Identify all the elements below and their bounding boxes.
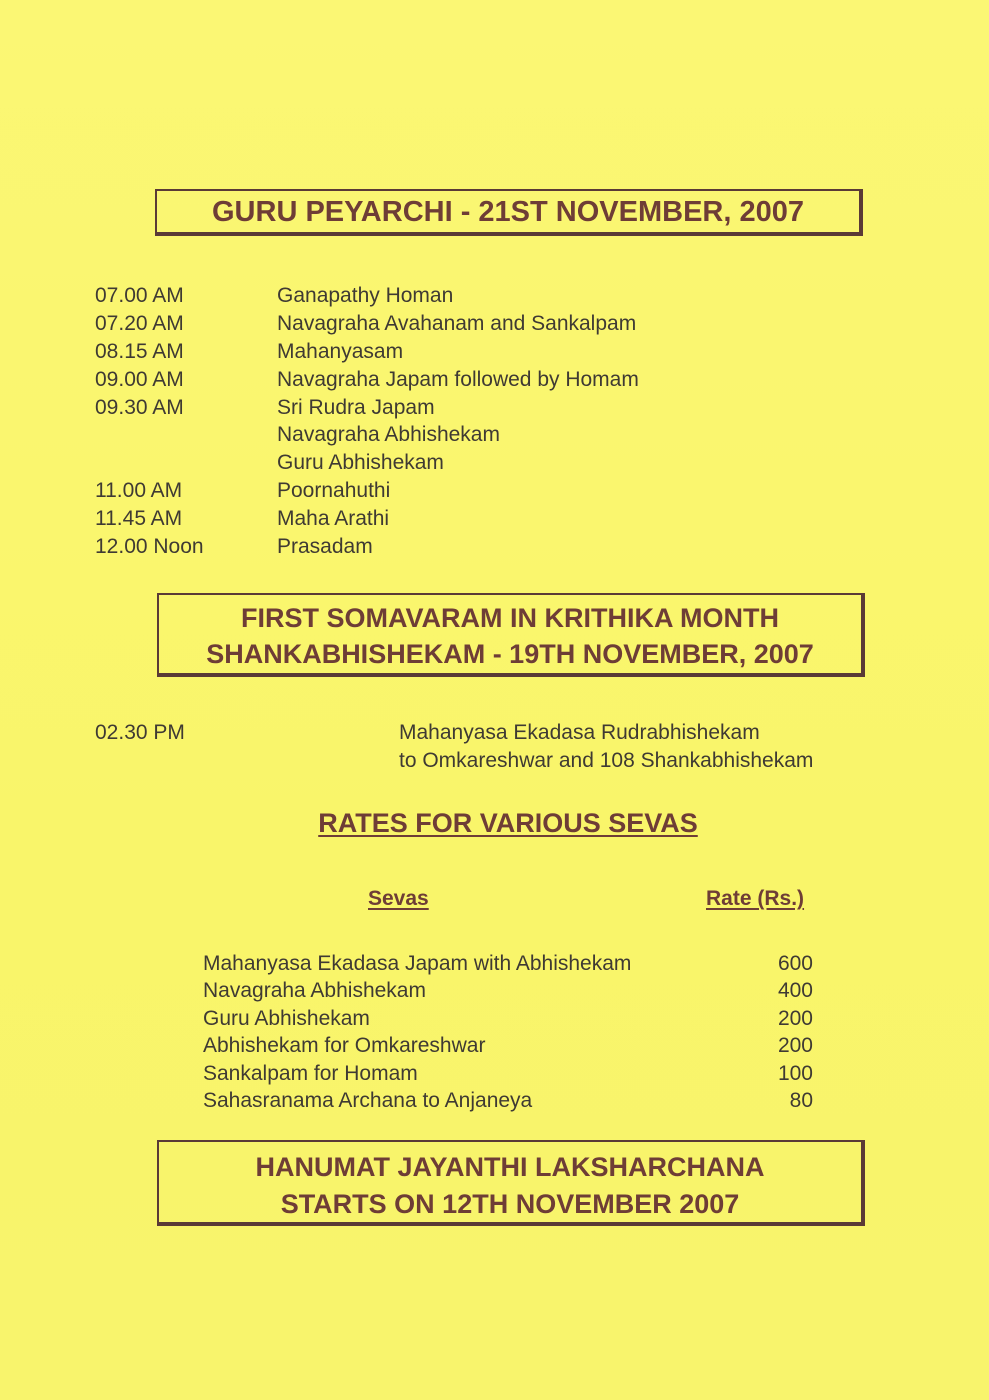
rates-list [203,950,813,1114]
seva-rate: 100 [777,1061,813,1085]
rate-row [203,950,813,977]
hanumat-title-line1: HANUMAT JAYANTHI LAKSHARCHANA [255,1152,765,1182]
schedule-time: 07.20 AM [95,311,184,335]
schedule-event: Poornahuthi [277,479,391,503]
schedule-time: 08.15 AM [95,339,184,363]
schedule-event: Ganapathy Homan [277,284,454,307]
rates-title: RATES FOR VARIOUS SEVAS [318,808,698,838]
somavaram-time: 02.30 PM [95,721,185,744]
seva-name: Sankalpam for Homam [203,1061,418,1085]
seva-name: Abhishekam for Omkareshwar [203,1034,486,1058]
rate-row [203,1005,813,1032]
seva-rate: 200 [777,1006,813,1030]
somavaram-event-line2: to Omkareshwar and 108 Shankabhishekam [399,749,814,772]
rate-row [203,1087,813,1114]
seva-rate: 80 [789,1088,813,1112]
seva-rate: 200 [777,1034,813,1058]
seva-name: Guru Abhishekam [203,1006,370,1030]
seva-name: Mahanyasa Ekadasa Japam with Abhishekam [203,952,632,975]
somavaram-title-line1: FIRST SOMAVARAM IN KRITHIKA MONTH [241,603,779,633]
rate-row [203,977,813,1004]
seva-rate: 400 [777,979,813,1003]
schedule-event: Maha Arathi [277,507,390,531]
schedule-time: 09.00 AM [95,367,184,391]
somavaram-title-line2: SHANKABHISHEKAM - 19TH NOVEMBER, 2007 [206,639,814,669]
hanumat-title-line2: STARTS ON 12TH NOVEMBER 2007 [280,1189,740,1219]
schedule-event: Guru Abhishekam [277,451,444,475]
rate-row [203,1032,813,1059]
rate-row [203,1060,813,1087]
schedule-event: Navagraha Japam followed by Homam [277,367,639,391]
somavaram-event [399,719,813,775]
schedule-time: 11.00 AM [95,479,183,503]
seva-name: Navagraha Abhishekam [203,979,426,1003]
schedule-event: Navagraha Abhishekam [277,423,500,447]
schedule-time: 11.45 AM [95,507,183,531]
schedule-event: Navagraha Avahanam and Sankalpam [277,311,637,335]
seva-name: Sahasranama Archana to Anjaneya [203,1088,533,1112]
guru-peyarchi-heading-box [155,189,863,236]
rate-column-header: Rate (Rs.) [706,887,805,910]
seva-rate: 600 [777,952,813,975]
schedule-event: Prasadam [277,535,373,559]
schedule-event: Mahanyasam [277,339,404,363]
schedule-time: 09.30 AM [95,395,184,419]
schedule-time: 12.00 Noon [95,535,204,559]
hanumat-jayanthi-box [157,1140,865,1226]
guru-peyarchi-title: GURU PEYARCHI - 21ST NOVEMBER, 2007 [212,196,804,228]
sevas-column-header: Sevas [368,887,429,910]
somavaram-heading-box [157,593,865,677]
schedule-event: Sri Rudra Japam [277,395,435,419]
somavaram-event-line1: Mahanyasa Ekadasa Rudrabhishekam [399,721,760,744]
schedule-time: 07.00 AM [95,284,184,307]
